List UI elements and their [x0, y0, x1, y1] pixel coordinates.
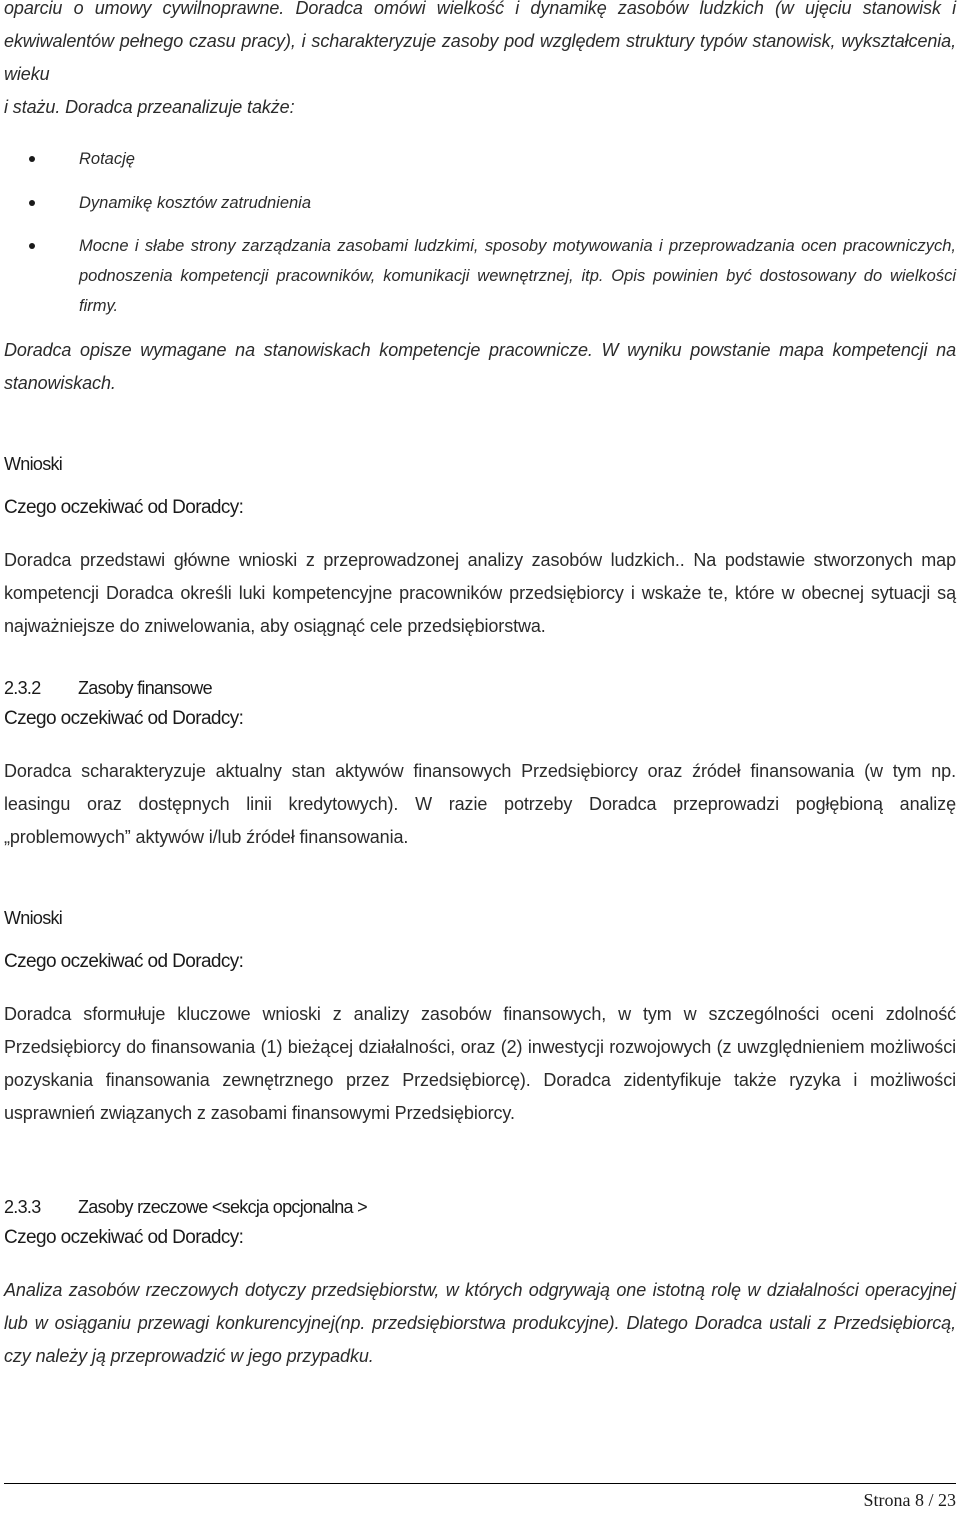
analysis-bullet-list — [4, 144, 956, 174]
intro-paragraph — [4, 0, 956, 91]
section-heading-wnioski-2: Wnioski — [4, 908, 63, 928]
section-heading-wnioski-1: Wnioski — [4, 454, 63, 474]
section-heading-rzeczowe — [4, 1193, 367, 1221]
bullet-icon — [29, 243, 35, 249]
rzeczowe-paragraph: Analiza zasobów rzeczowych dotyczy przedsiębiorstw, w których odgrywają one istotną rolę w działalności operacyjnej lub w osiąganiu przewagi konkurencyjnej(np. przedsiębiorstwa produkcyjne). Dlatego Doradca ustali z Przedsiębiorcą, czy należy ją przeprowadzić w jego przypadku. — [4, 1280, 956, 1366]
intro-first-sentence: oparciu o umowy cywilnoprawne. — [4, 0, 285, 18]
intro-rest: Doradca omówi wielkość i dynamikę zasobów ludzkich (w ujęciu stanowisk i ekwiwalentów pełnego czasu pracy), i scharakteryzuje zasoby pod względem struktury typów stanowisk, wykształcenia, wieku — [4, 0, 957, 84]
bullet-item: Dynamikę kosztów zatrudnienia — [4, 188, 956, 218]
section-number: 2.3.2 — [4, 678, 41, 698]
analysis-bullet-list-2 — [4, 188, 956, 218]
section-subheading-finanse: Czego oczekiwać od Doradcy: — [4, 708, 244, 729]
analysis-bullet-list-3 — [4, 231, 956, 321]
section-title: Zasoby finansowe — [78, 678, 212, 698]
bullet-icon — [29, 200, 35, 206]
intro-lead-in: Doradca przeanalizuje także: — [65, 97, 295, 117]
section-title: Zasoby rzeczowe <sekcja opcjonalna > — [78, 1197, 367, 1217]
competences-paragraph: Doradca opisze wymagane na stanowiskach kompetencje pracownicze. W wyniku powstanie mapa kompetencji na stanowiskach. — [4, 340, 956, 393]
bullet-item: Mocne i słabe strony zarządzania zasobami ludzkimi, sposoby motywowania i przeprowadzania ocen pracowniczych, podnoszenia kompetencji pracowników, komunikacji wewnętrznej, itp. Opis powinien być dostosowany do wielkości firmy. — [4, 231, 956, 321]
bullet-item: Rotację — [4, 144, 956, 174]
wnioski-2-paragraph: Doradca sformułuje kluczowe wnioski z analizy zasobów finansowych, w tym w szczególności oceni zdolność Przedsiębiorcy do finansowania (1) bieżącej działalności, oraz (2) inwestycji rozwojowych (z uwzględnieniem możliwości pozyskania finansowania zewnętrznego przez Przedsiębiorcę). Doradca zidentyfikuje także ryzyka i możliwości usprawnień związanych z zasobami finansowymi Przedsiębiorcy. — [4, 1004, 956, 1123]
bullet-icon — [29, 156, 35, 162]
wnioski-1-paragraph: Doradca przedstawi główne wnioski z przeprowadzonej analizy zasobów ludzkich.. Na podstawie stworzonych map kompetencji Doradca określi luki kompetencyjne pracowników przedsiębiorcy i wskaże te, które w obecnej sytuacji są najważniejsze do zniwelowania, aby osiągnąć cele przedsiębiorstwa. — [4, 550, 956, 636]
intro-stazu: i stażu. — [4, 97, 61, 117]
page-number: Strona 8 / 23 — [863, 1490, 956, 1510]
section-number: 2.3.3 — [4, 1197, 41, 1217]
footer-divider — [4, 1483, 956, 1484]
finanse-paragraph: Doradca scharakteryzuje aktualny stan aktywów finansowych Przedsiębiorcy oraz źródeł finansowania (w tym np. leasingu oraz dostępnych linii kredytowych). W razie potrzeby Doradca przeprowadzi pogłębioną analizę „problemowych” aktywów i/lub źródeł finansowania. — [4, 761, 956, 847]
intro-last-line — [4, 91, 956, 124]
section-subheading-wnioski-1: Czego oczekiwać od Doradcy: — [4, 497, 244, 518]
section-heading-finanse — [4, 674, 212, 702]
section-subheading-rzeczowe: Czego oczekiwać od Doradcy: — [4, 1227, 244, 1248]
section-subheading-wnioski-2: Czego oczekiwać od Doradcy: — [4, 951, 244, 972]
